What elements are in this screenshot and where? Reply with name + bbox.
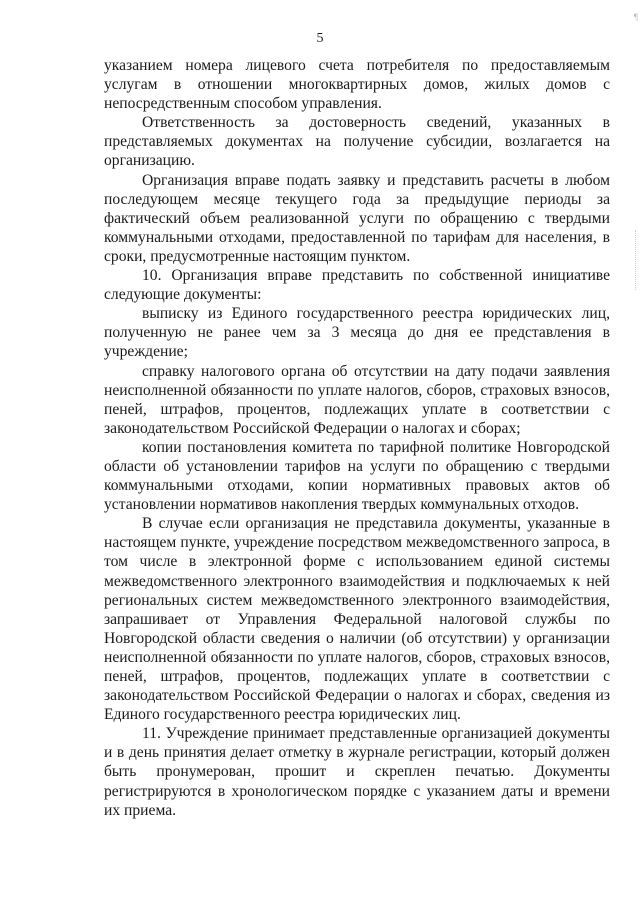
page-number: 5 xyxy=(316,31,324,46)
paragraph-item-11: 11. Учреждение принимает представленные организацией документы и в день принятия делает отметку в журнале регистрации, который должен быть пронумерован, прошит и скреплен печатью. Документы регистрируются в хронологическом порядке с указанием даты и времени их приема. xyxy=(104,725,610,819)
paragraph-interagency-request: В случае если организация не представила документы, указанные в настоящем пункте, учреждение посредством межведомственного запроса, в том числе в электронной форме с использованием единой системы межведомственного электронного взаимодействия и подключаемых к ней региональных систем межведомственного электронного взаимодействия, запрашивает от Управления Федеральной налоговой службы по Новгородской области сведения о наличии (об отсутствии) у организации неисполненной обязанности по уплате налогов, сборов, страховых взносов, пеней, штрафов, процентов, подлежащих уплате в соответствии с законодательством Российской Федерации о налогах и сборах, сведения из Единого государственного реестра юридических лиц. xyxy=(104,515,610,724)
paragraph-continuation: указанием номера лицевого счета потребителя по предоставляемым услугам в отношении многоквартирных домов, жилых домов с непосредственным способом управления. xyxy=(104,57,610,113)
margin-scan-artifact xyxy=(635,230,637,290)
paragraph-responsibility: Ответственность за достоверность сведений, указанных в представляемых документах на получение субсидии, возлагается на организацию. xyxy=(104,114,610,170)
paragraph-item-10: 10. Организация вправе представить по собственной инициативе следующие документы: xyxy=(104,267,610,304)
paragraph-tax-certificate: справку налогового органа об отсутствии на дату подачи заявления неисполненной обязанности по уплате налогов, сборов, страховых взносов, пеней, штрафов, процентов, подлежащих уплате в соответствии с законодательством Российской Федерации о налогах и сборах; xyxy=(104,362,610,437)
document-body xyxy=(104,56,610,820)
paragraph-tariff-copies: копии постановления комитета по тарифной политике Новгородской области об установлении тарифов на услуги по обращению с твердыми коммунальными отходами, копии нормативных правовых актов об установлении нормативов накопления твердых коммунальных отходов. xyxy=(104,438,610,514)
margin-mark: ¶ xyxy=(633,12,638,22)
paragraph-application-timing: Организация вправе подать заявку и представить расчеты в любом последующем месяце текущего года за предыдущие периоды за фактический объем реализованной услуги по обращению с твердыми коммунальными отходами, предоставленной по тарифам для населения, в сроки, предусмотренные настоящим пунктом. xyxy=(104,171,610,265)
paragraph-registry-extract: выписку из Единого государственного реестра юридических лиц, полученную не ранее чем за 3 месяца до дня ее представления в учреждение; xyxy=(104,305,610,361)
